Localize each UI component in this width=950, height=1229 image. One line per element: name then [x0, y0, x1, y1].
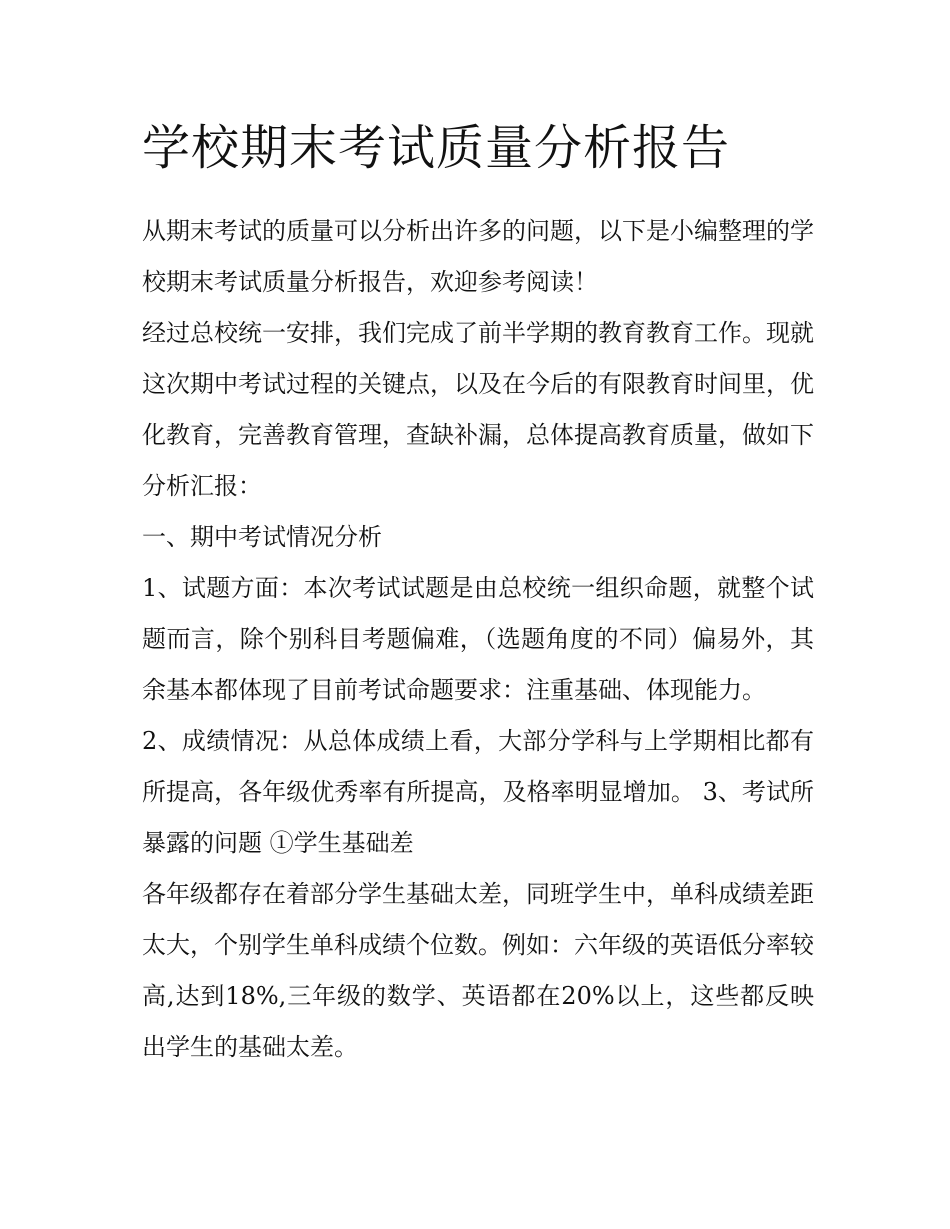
- paragraph-exam-questions: 1、试题方面：本次考试试题是由总校统一组织命题，就整个试题而言，除个别科目考题偏难，（选题角度的不同）偏易外，其余基本都体现了目前考试命题要求：注重基础、体现能力。: [142, 574, 814, 704]
- paragraph-weak-foundation: 各年级都存在着部分学生基础太差，同班学生中，单科成绩差距太大，个别学生单科成绩个位数。例如：六年级的英语低分率较高,达到18%,三年级的数学、英语都在20%以上，这些都反映出学生的基础太差。: [142, 880, 814, 1061]
- paragraph-intro: 从期末考试的质量可以分析出许多的问题，以下是小编整理的学校期末考试质量分析报告，欢迎参考阅读！: [142, 217, 814, 296]
- section-heading-exam-analysis: 一、期中考试情况分析: [142, 523, 382, 551]
- paragraph-overview: 经过总校统一安排，我们完成了前半学期的教育教育工作。现就这次期中考试过程的关键点，以及在今后的有限教育时间里，优化教育，完善教育管理，查缺补漏，总体提高教育质量，做如下分析汇报：: [142, 319, 814, 500]
- paragraph-score-situation: 2、成绩情况：从总体成绩上看，大部分学科与上学期相比都有所提高，各年级优秀率有所提高，及格率明显增加。 3、考试所暴露的问题 ①学生基础差: [142, 727, 814, 857]
- document-body: [142, 112, 814, 1073]
- document-title: 学校期末考试质量分析报告: [142, 120, 731, 176]
